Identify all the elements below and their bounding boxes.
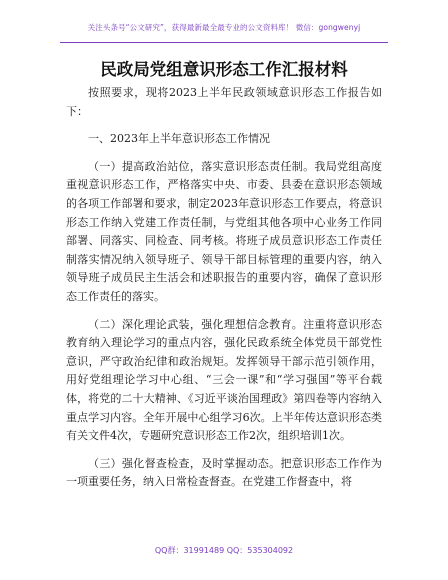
- body-paragraph-2: （二）深化理论武装，强化理想信念教育。注重将意识形态教育纳入理论学习的重点内容，强化民政系统全体党员干部党性意识，严守政治纪律和政治规矩。发挥领导干部示范引领作用，用好党组理论学习中心组、“三会一课”和“学习强国”等平台载体，将党的二十大精神、《习近平谈治国理政》第四卷等内容纳入重点学习内容。全年开展中心组学习6次。上半年传达意识形态类有关文件4次，专题研究意识形态工作2次，组织培训1次。: [66, 317, 382, 443]
- body-paragraph-1: （一）提高政治站位，落实意识形态责任制。我局党组高度重视意识形态工作，严格落实中央、市委、县委在意识形态领域的各项工作部署和要求，制定2023年意识形态工作要点，将意识形态工作纳入党建工作责任制，与党组其他各项中心业务工作同部署、同落实、同检查、同考核。将班子成员意识形态工作责任制落实情况纳入领导班子、领导干部目标管理的重要内容，纳入领导班子成员民主生活会和述职报告的重要内容，确保了意识形态工作责任的落实。: [66, 159, 382, 303]
- section-heading: 一、2023年上半年意识形态工作情况: [88, 132, 270, 146]
- header-promo-note: 关注头条号“公文研究”，获得最新最全最专业的公文资料库！ 微信：gongwenyj: [87, 23, 361, 32]
- paragraph-gap: [66, 149, 382, 158]
- document-title: 民政局党组意识形态工作汇报材料: [100, 60, 348, 79]
- paragraph-gap: [66, 307, 382, 316]
- body-paragraph-3: （三）强化督查检查，及时掌握动态。把意识形态工作作为一项重要任务，纳入日常检查督查。在党建工作督查中，将: [66, 456, 382, 489]
- paragraph-gap: [66, 446, 382, 455]
- paragraph-gap: [66, 121, 382, 130]
- intro-paragraph: 按照要求，现将2023上半年民政领域意识形态工作报告如下：: [66, 86, 382, 118]
- footer-contact-note: QQ群：31991489 QQ：535304092: [154, 546, 294, 555]
- header-divider: [60, 42, 388, 43]
- document-body: [66, 84, 382, 492]
